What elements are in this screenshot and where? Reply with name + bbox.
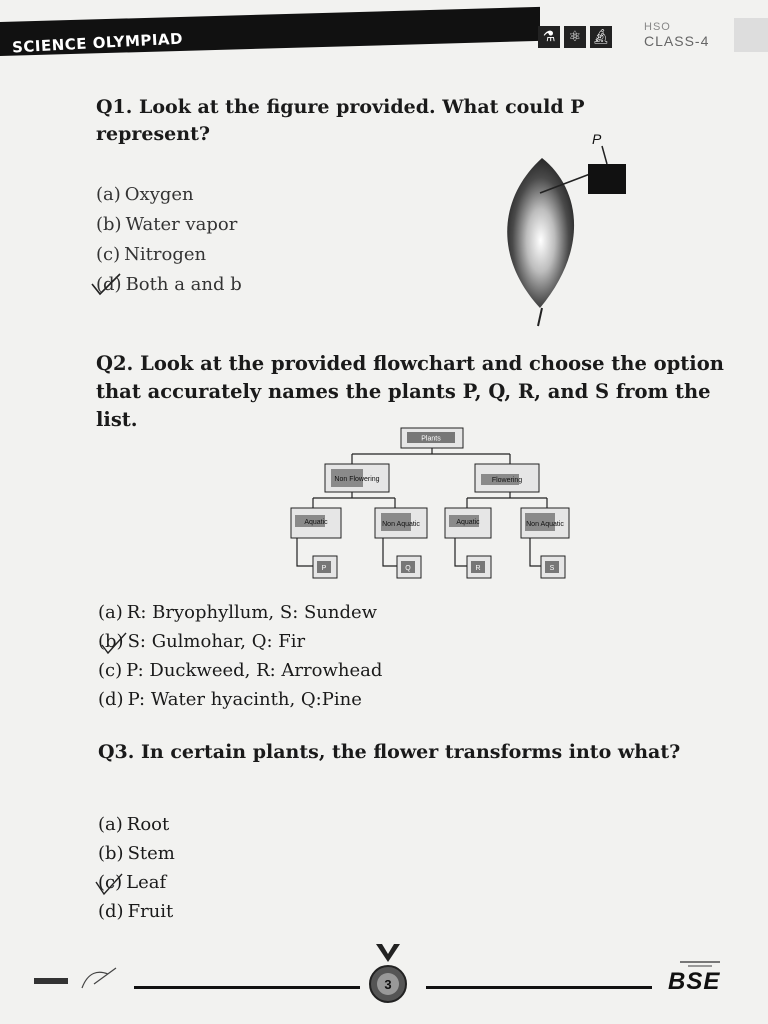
question-1-title: Q1. Look at the figure provided. What could P represent? bbox=[96, 96, 585, 145]
option-item bbox=[98, 897, 175, 926]
flowchart-leaf-q: Q bbox=[405, 565, 411, 572]
option-item-marked bbox=[98, 627, 382, 656]
flowchart-leaf-p: P bbox=[321, 565, 327, 572]
flowchart-node-flowering: Flowering bbox=[491, 477, 523, 484]
option-item bbox=[98, 685, 382, 714]
option-text: Both a and b bbox=[125, 274, 242, 295]
brand-tagline-mark bbox=[680, 960, 720, 968]
question-3-title: Q3. In certain plants, the flower transforms into what? bbox=[98, 741, 681, 763]
option-item bbox=[98, 656, 382, 685]
microscope-icon: 🔬︎ bbox=[590, 26, 612, 48]
option-item bbox=[96, 240, 242, 270]
option-letter: (b) bbox=[98, 631, 124, 652]
option-letter: (b) bbox=[98, 843, 124, 864]
option-letter: (a) bbox=[98, 602, 123, 623]
publisher-logo bbox=[32, 966, 122, 996]
option-letter: (c) bbox=[96, 244, 121, 265]
option-letter: (d) bbox=[98, 901, 124, 922]
option-letter: (a) bbox=[98, 814, 123, 835]
flowchart-node-non-flowering: Non Flowering bbox=[334, 476, 380, 483]
option-item-marked bbox=[96, 270, 242, 300]
flowchart-root: Plants bbox=[421, 435, 441, 443]
flask-icon: ⚗ bbox=[538, 26, 560, 48]
plant-flowchart bbox=[285, 420, 575, 592]
question-2-title: Q2. Look at the provided flowchart and choose the option that accurately names the plants P, Q, R, and S from the list. bbox=[96, 352, 724, 431]
atom-icon: ⚛ bbox=[564, 26, 586, 48]
check-mark-icon bbox=[90, 272, 124, 298]
option-letter: (c) bbox=[98, 660, 123, 681]
leaf-shape bbox=[507, 158, 574, 308]
option-letter: (c) bbox=[98, 872, 123, 893]
class-info bbox=[644, 20, 709, 48]
subject-icons bbox=[538, 26, 612, 48]
corner-tab bbox=[734, 18, 768, 52]
option-text: R: Bryophyllum, S: Sundew bbox=[126, 602, 378, 623]
option-text: S: Gulmohar, Q: Fir bbox=[127, 631, 306, 652]
brand-logo: BSE bbox=[668, 968, 721, 995]
option-text: Water vapor bbox=[125, 214, 238, 235]
question-2-options bbox=[98, 598, 382, 714]
option-text: Fruit bbox=[127, 901, 174, 922]
question-3-options bbox=[98, 810, 175, 926]
header-title: SCIENCE OLYMPIAD bbox=[11, 29, 184, 57]
page-number: 3 bbox=[384, 977, 392, 992]
option-text: Nitrogen bbox=[124, 244, 207, 265]
option-text: Oxygen bbox=[124, 184, 194, 205]
check-mark-icon bbox=[100, 631, 130, 655]
option-text: Stem bbox=[127, 843, 175, 864]
page-number-medal bbox=[368, 944, 408, 1006]
option-item-marked bbox=[98, 868, 175, 897]
flowchart-node-aquatic-p: Aquatic bbox=[304, 519, 328, 526]
org-label: HSO bbox=[644, 21, 671, 33]
flowchart-node-non-aquatic-s: Non Aquatic bbox=[526, 521, 564, 528]
option-item bbox=[98, 839, 175, 868]
option-letter: (a) bbox=[96, 184, 121, 205]
footer-rule-right bbox=[426, 986, 652, 989]
option-text: Leaf bbox=[126, 872, 167, 893]
question-1-options bbox=[96, 180, 242, 300]
option-letter: (d) bbox=[98, 689, 124, 710]
check-mark-icon bbox=[94, 872, 126, 896]
option-text: Root bbox=[126, 814, 170, 835]
option-text: P: Duckweed, R: Arrowhead bbox=[126, 660, 383, 681]
option-item bbox=[96, 180, 242, 210]
leaf-figure bbox=[480, 128, 640, 334]
footer-rule-left bbox=[134, 986, 360, 989]
class-label: CLASS-4 bbox=[644, 33, 710, 49]
option-item bbox=[98, 598, 382, 627]
p-box bbox=[588, 164, 626, 194]
option-item bbox=[96, 210, 242, 240]
flowchart-leaf-s: S bbox=[549, 565, 555, 572]
option-letter: (b) bbox=[96, 214, 122, 235]
option-letter: (d) bbox=[96, 274, 122, 295]
flowchart-node-aquatic-r: Aquatic bbox=[456, 519, 480, 526]
option-text: P: Water hyacinth, Q:Pine bbox=[127, 689, 362, 710]
figure-label-p: P bbox=[592, 131, 602, 147]
option-item bbox=[98, 810, 175, 839]
flowchart-node-non-aquatic-q: Non Aquatic bbox=[382, 521, 420, 528]
flowchart-leaf-r: R bbox=[475, 565, 481, 572]
